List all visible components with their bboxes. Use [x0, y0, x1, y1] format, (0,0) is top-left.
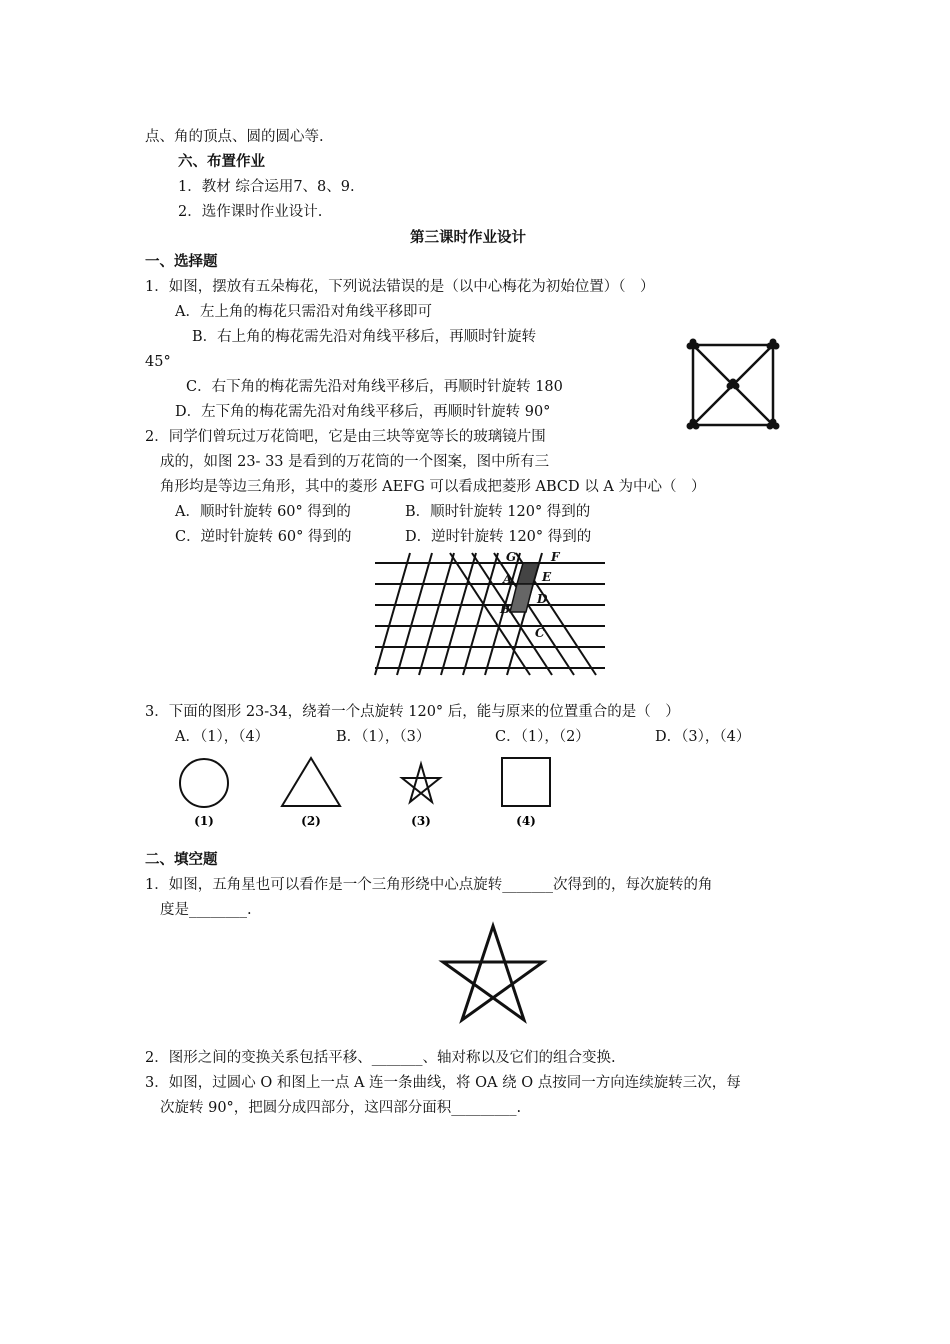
q1-option-c: C．右下角的梅花需先沿对角线平移后，再顺时针旋转 180 [186, 379, 563, 395]
star-figure [388, 754, 454, 830]
q1-option-b-cont: 45° [145, 354, 171, 370]
triangle-figure [278, 754, 344, 830]
fill-q1-line-1: 1．如图，五角星也可以看作是一个三角形绕中心点旋转_______次得到的，每次旋转的角 [145, 877, 713, 893]
lattice-slanted-line [463, 553, 498, 675]
point-label-g: G [506, 550, 517, 564]
plum-blossom-figure [683, 335, 783, 435]
lattice-slanted-line [441, 553, 476, 675]
section1-heading: 一、选择题 [145, 254, 218, 270]
pentagram-figure [438, 922, 548, 1024]
intro-text: 点、角的顶点、圆的圆心等. [145, 129, 324, 145]
square-figure [497, 754, 557, 830]
q2-option-a: A．顺时针旋转 60° 得到的 [175, 504, 351, 520]
point-label-f: F [551, 550, 560, 564]
q3-option-a: A．（1），（4） [175, 729, 270, 745]
q2-option-d: D．逆时针旋转 120° 得到的 [405, 529, 592, 545]
homework-heading: 六、布置作业 [178, 154, 265, 170]
q3-option-b: B．（1），（3） [336, 729, 431, 745]
q2-option-c: C．逆时针旋转 60° 得到的 [175, 529, 352, 545]
q3-option-c: C．（1），（2） [495, 729, 590, 745]
q2-option-b: B．顺时针旋转 120° 得到的 [405, 504, 591, 520]
lattice-slanted-line [419, 553, 454, 675]
point-label-c: C [535, 626, 545, 640]
fill-q2: 2．图形之间的变换关系包括平移、_______、轴对称以及它们的组合变换. [145, 1050, 616, 1066]
section2-heading: 二、填空题 [145, 852, 218, 868]
kaleidoscope-figure [370, 550, 610, 680]
point-label-d: D [537, 592, 548, 606]
point-label-a: A [503, 572, 513, 586]
circle-figure [174, 754, 234, 830]
fill-q3-line-1: 3．如图，过圆心 O 和图上一点 A 连一条曲线，将 OA 绕 O 点按同一方向连续旋转三次，每 [145, 1075, 741, 1091]
q2-line-1: 2．同学们曾玩过万花筒吧，它是由三块等宽等长的玻璃镜片围 [145, 429, 546, 445]
homework-item-2: 2．选作课时作业设计. [178, 204, 323, 220]
q3-option-d: D．（3），（4） [655, 729, 751, 745]
q2-line-3: 角形均是等边三角形，其中的菱形 AEFG 可以看成把菱形 ABCD 以 A 为中心（ ） [160, 479, 706, 495]
caption-1: (1) [194, 814, 214, 828]
caption-2: (2) [301, 814, 321, 828]
q1-option-a: A．左上角的梅花只需沿对角线平移即可 [175, 304, 432, 320]
fill-q3-line-2: 次旋转 90°，把圆分成四部分，这四部分面积_________. [160, 1100, 522, 1116]
design-title: 第三课时作业设计 [410, 230, 526, 246]
q1-option-d: D．左下角的梅花需先沿对角线平移后，再顺时针旋转 90° [175, 404, 551, 420]
point-label-e: E [542, 570, 552, 584]
point-label-b: B [500, 602, 511, 616]
homework-item-1: 1．教材 综合运用7、8、9. [178, 179, 355, 195]
q1-stem: 1．如图，摆放有五朵梅花，下列说法错误的是（以中心梅花为初始位置）（ ） [145, 279, 655, 295]
q3-stem: 3．下面的图形 23-34，绕着一个点旋转 120° 后，能与原来的位置重合的是（ ） [145, 704, 680, 720]
lattice-slanted-line [375, 553, 410, 675]
fill-q1-line-2: 度是________. [160, 902, 252, 918]
q1-option-b: B．右上角的梅花需先沿对角线平移后，再顺时针旋转 [192, 329, 537, 345]
lattice-slanted-line [397, 553, 432, 675]
q2-line-2: 成的，如图 23- 33 是看到的万花筒的一个图案，图中所有三 [160, 454, 550, 470]
caption-4: (4) [516, 814, 536, 828]
caption-3: (3) [411, 814, 431, 828]
